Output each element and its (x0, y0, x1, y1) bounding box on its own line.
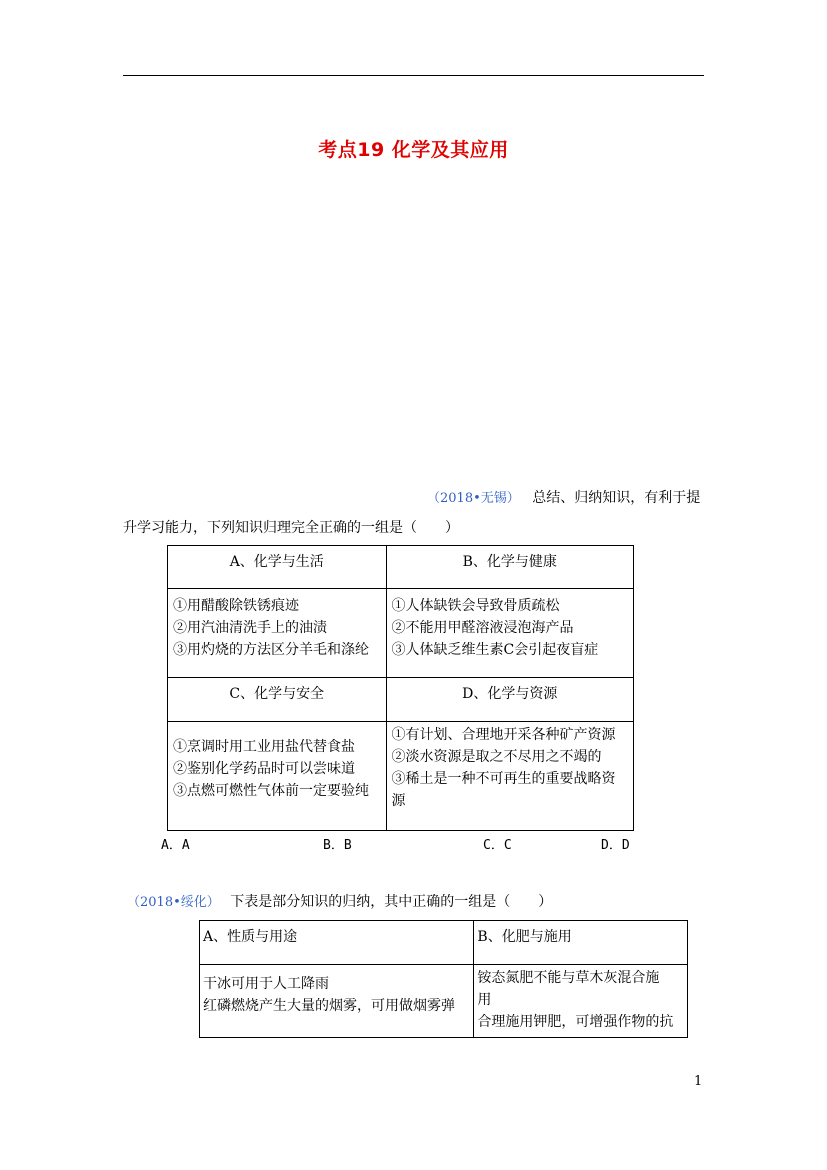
q1-cell-d-body (386, 722, 633, 831)
q1-option-c: C．C (483, 838, 512, 853)
q2-b-line: 用 (477, 992, 492, 1008)
q1-d-line: ②淡水资源是取之不尽用之不竭的 (391, 749, 602, 765)
q1-table (167, 545, 634, 831)
q1-source: （2018•无锡） (427, 491, 520, 506)
q1-cell-a-head: A、化学与生活 (168, 546, 387, 589)
q1-b-line: ①人体缺铁会导致骨质疏松 (391, 598, 560, 614)
q1-a-line: ②用汽油清洗手上的油渍 (173, 620, 327, 636)
q2-table (199, 920, 688, 1038)
q1-option-b: B．B (323, 838, 352, 853)
q2-a-line: 干冰可用于人工降雨 (203, 976, 329, 992)
q2-stem-text: 下表是部分知识的归纳，其中正确的一组是（ ） (230, 894, 553, 910)
q2-b-line: 合理施用钾肥，可增强作物的抗 (477, 1014, 674, 1030)
q1-cell-d-head: D、化学与资源 (386, 678, 633, 722)
q1-b-line: ②不能用甲醛溶液浸泡海产品 (391, 620, 574, 636)
q1-option-d: D．D (601, 838, 630, 853)
q1-a-line: ①用醋酸除铁锈痕迹 (173, 598, 299, 614)
q1-c-line: ②鉴别化学药品时可以尝味道 (173, 761, 355, 777)
q2-stem-line (127, 892, 552, 913)
q1-cell-b-body (386, 589, 633, 678)
q2-cell-b-body (474, 965, 688, 1038)
q1-stem-line2: 升学习能力，下列知识归理完全正确的一组是（ ） (123, 520, 459, 536)
q2-a-line: 红磷燃烧产生大量的烟雾，可用做烟雾弹 (203, 998, 455, 1014)
q1-stem-line1 (427, 488, 700, 509)
q1-d-line: ③稀土是一种不可再生的重要战略资 (391, 771, 616, 787)
q1-cell-a-body (168, 589, 387, 678)
q2-b-line: 铵态氮肥不能与草木灰混合施 (477, 970, 660, 986)
q1-stem-text-1: 总结、归纳知识，有利于提 (532, 490, 701, 506)
page-number: 1 (694, 1074, 703, 1089)
q1-d-line: ①有计划、合理地开采各种矿产资源 (391, 727, 616, 743)
q1-d-line: 源 (391, 793, 406, 809)
q2-cell-a-body (200, 965, 474, 1038)
q1-option-a: A．A (161, 838, 190, 853)
q1-c-line: ①烹调时用工业用盐代替食盐 (173, 739, 355, 755)
q2-source: （2018•绥化） (127, 895, 220, 910)
page-title: 考点19 化学及其应用 (318, 139, 509, 161)
q1-cell-c-head: C、化学与安全 (168, 678, 387, 722)
q2-cell-a-head: A、性质与用途 (200, 921, 474, 965)
q1-b-line: ③人体缺乏维生素C会引起夜盲症 (391, 642, 599, 658)
q2-cell-b-head: B、化肥与施用 (474, 921, 688, 965)
q1-cell-b-head: B、化学与健康 (386, 546, 633, 589)
q1-cell-c-body (168, 722, 387, 831)
header-rule (123, 75, 704, 76)
q1-c-line: ③点燃可燃性气体前一定要验纯 (173, 783, 369, 799)
q1-a-line: ③用灼烧的方法区分羊毛和涤纶 (173, 642, 369, 658)
